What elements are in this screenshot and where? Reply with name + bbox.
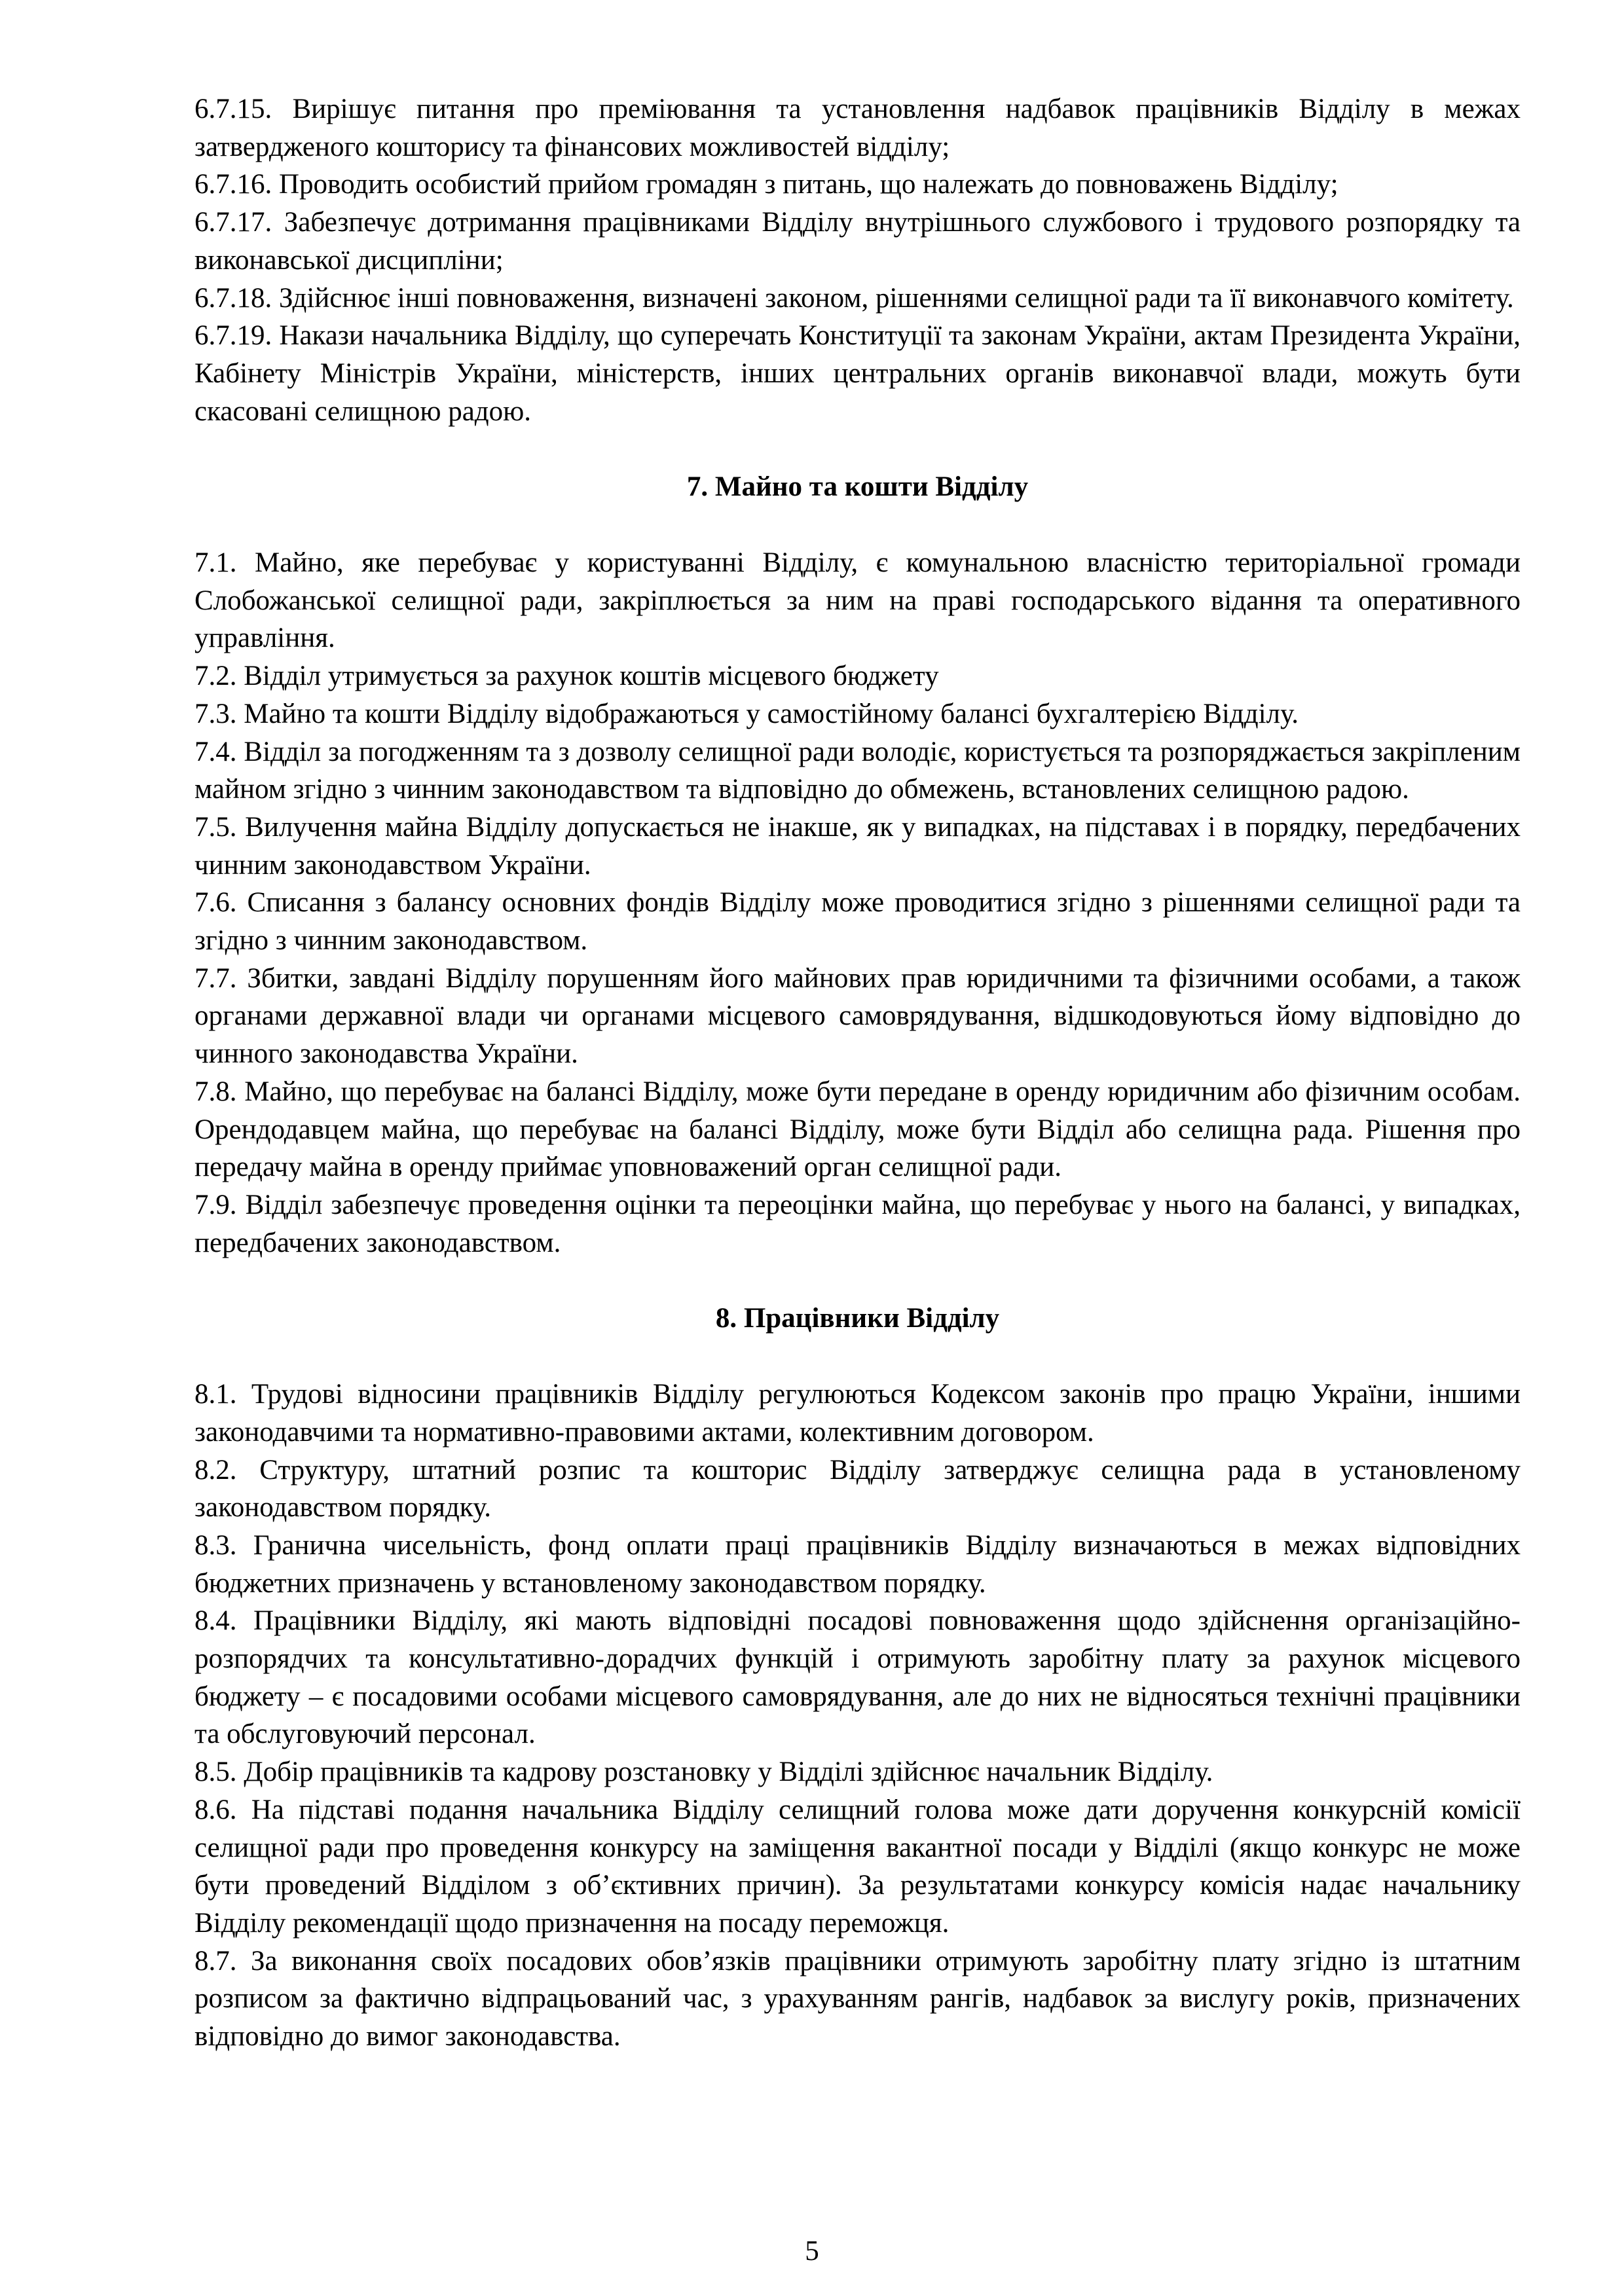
- clause-8-1: 8.1. Трудові відносини працівників Відділу регулюються Кодексом законів про працю України, іншими законодавчими та нормативно-правовими актами, колективним договором.: [194, 1379, 1521, 1448]
- section-8-heading: 8. Працівники Відділу: [715, 1303, 1000, 1334]
- clause-7-5: 7.5. Вилучення майна Відділу допускається не інакше, як у випадках, на підставах і в порядку, передбачених чинним законодавством України.: [194, 811, 1521, 881]
- clause-8-7: 8.7. За виконання своїх посадових обов’язків працівники отримують заробітну плату згідно із штатним розписом за фактично відпрацьований час, з урахуванням рангів, надбавок за вислугу років, призначених відповідно до вимог законодавства.: [194, 1945, 1521, 2052]
- clause-7-9: 7.9. Відділ забезпечує проведення оцінки та переоцінки майна, що перебуває у нього на балансі, у випадках, передбачених законодавством.: [194, 1189, 1521, 1258]
- clause-7-7: 7.7. Збитки, завдані Відділу порушенням його майнових прав юридичними та фізичними особами, а також органами державної влади чи органами місцевого самоврядування, відшкодовуються йому відповідно до чинного законодавства України.: [194, 962, 1521, 1070]
- clause-8-6: 8.6. На підставі подання начальника Відділу селищний голова може дати доручення конкурсній комісії селищної ради про проведення конкурсу на заміщення вакантної посади у Відділі (якщо конкурс не може бути проведений Відділом з об’єктивних причин). За результатами конкурсу комісія надає начальнику Відділу рекомендації щодо призначення на посаду переможця.: [194, 1794, 1521, 1939]
- clause-7-4: 7.4. Відділ за погодженням та з дозволу селищної ради володіє, користується та розпоряджається закріпленим майном згідно з чинним законодавством та відповідно до обмежень, встановлених селищною радою.: [194, 736, 1521, 805]
- clause-6-7-19: 6.7.19. Накази начальника Відділу, що суперечать Конституції та законам України, актам Президента України, Кабінету Міністрів України, міністерств, інших центральних органів виконавчої влади, можуть бути скасовані селищною радою.: [194, 320, 1521, 427]
- clause-7-6: 7.6. Списання з балансу основних фондів Відділу може проводитися згідно з рішеннями селищної ради та згідно з чинним законодавством.: [194, 887, 1521, 957]
- clause-6-7-15: 6.7.15. Вирішує питання про преміювання та установлення надбавок працівників Відділу в межах затвердженого кошторису та фінансових можливостей відділу;: [194, 94, 1521, 162]
- clause-8-4: 8.4. Працівники Відділу, які мають відповідні посадові повноваження щодо здійснення організаційно-розпорядчих та консультативно-дорадчих функцій і отримують заробітну плату за рахунок місцевого бюджету – є посадовими особами місцевого самоврядування, але до них не відносяться технічні працівники та обслуговуючий персонал.: [194, 1605, 1521, 1750]
- clause-6-7-16: 6.7.16. Проводить особистий прийом громадян з питань, що належать до повноважень Відділу;: [194, 169, 1338, 200]
- clause-7-3: 7.3. Майно та кошти Відділу відображаються у самостійному балансі бухгалтерією Відділу.: [194, 698, 1299, 729]
- clause-8-3: 8.3. Гранична чисельність, фонд оплати праці працівників Відділу визначаються в межах відповідних бюджетних призначень у встановленому законодавством порядку.: [194, 1529, 1521, 1599]
- clause-6-7-17: 6.7.17. Забезпечує дотримання працівниками Відділу внутрішнього службового і трудового розпорядку та виконавської дисципліни;: [194, 207, 1521, 276]
- page-number: 5: [805, 2236, 819, 2267]
- clause-7-1: 7.1. Майно, яке перебуває у користуванні Відділу, є комунальною власністю територіальної громади Слобожанської селищної ради, закріплюється за ним на праві господарського відання та оперативного управління.: [194, 547, 1521, 654]
- clause-8-2: 8.2. Структуру, штатний розпис та кошторис Відділу затверджує селищна рада в установленому законодавством порядку.: [194, 1454, 1521, 1523]
- clause-6-7-18: 6.7.18. Здійснює інші повноваження, визначені законом, рішеннями селищної ради та її виконавчого комітету.: [194, 282, 1514, 314]
- clause-7-8: 7.8. Майно, що перебуває на балансі Відділу, може бути передане в оренду юридичним або фізичним особам. Орендодавцем майна, що перебуває на балансі Відділу, може бути Відділ або селищна рада. Рішення про передачу майна в оренду приймає уповноважений орган селищної ради.: [194, 1076, 1521, 1183]
- section-7-heading: 7. Майно та кошти Відділу: [686, 471, 1029, 503]
- clause-8-5: 8.5. Добір працівників та кадрову розстановку у Відділі здійснює начальник Відділу.: [194, 1757, 1213, 1788]
- document-page: [194, 90, 1521, 2056]
- clause-7-2: 7.2. Відділ утримується за рахунок коштів місцевого бюджету: [194, 661, 939, 692]
